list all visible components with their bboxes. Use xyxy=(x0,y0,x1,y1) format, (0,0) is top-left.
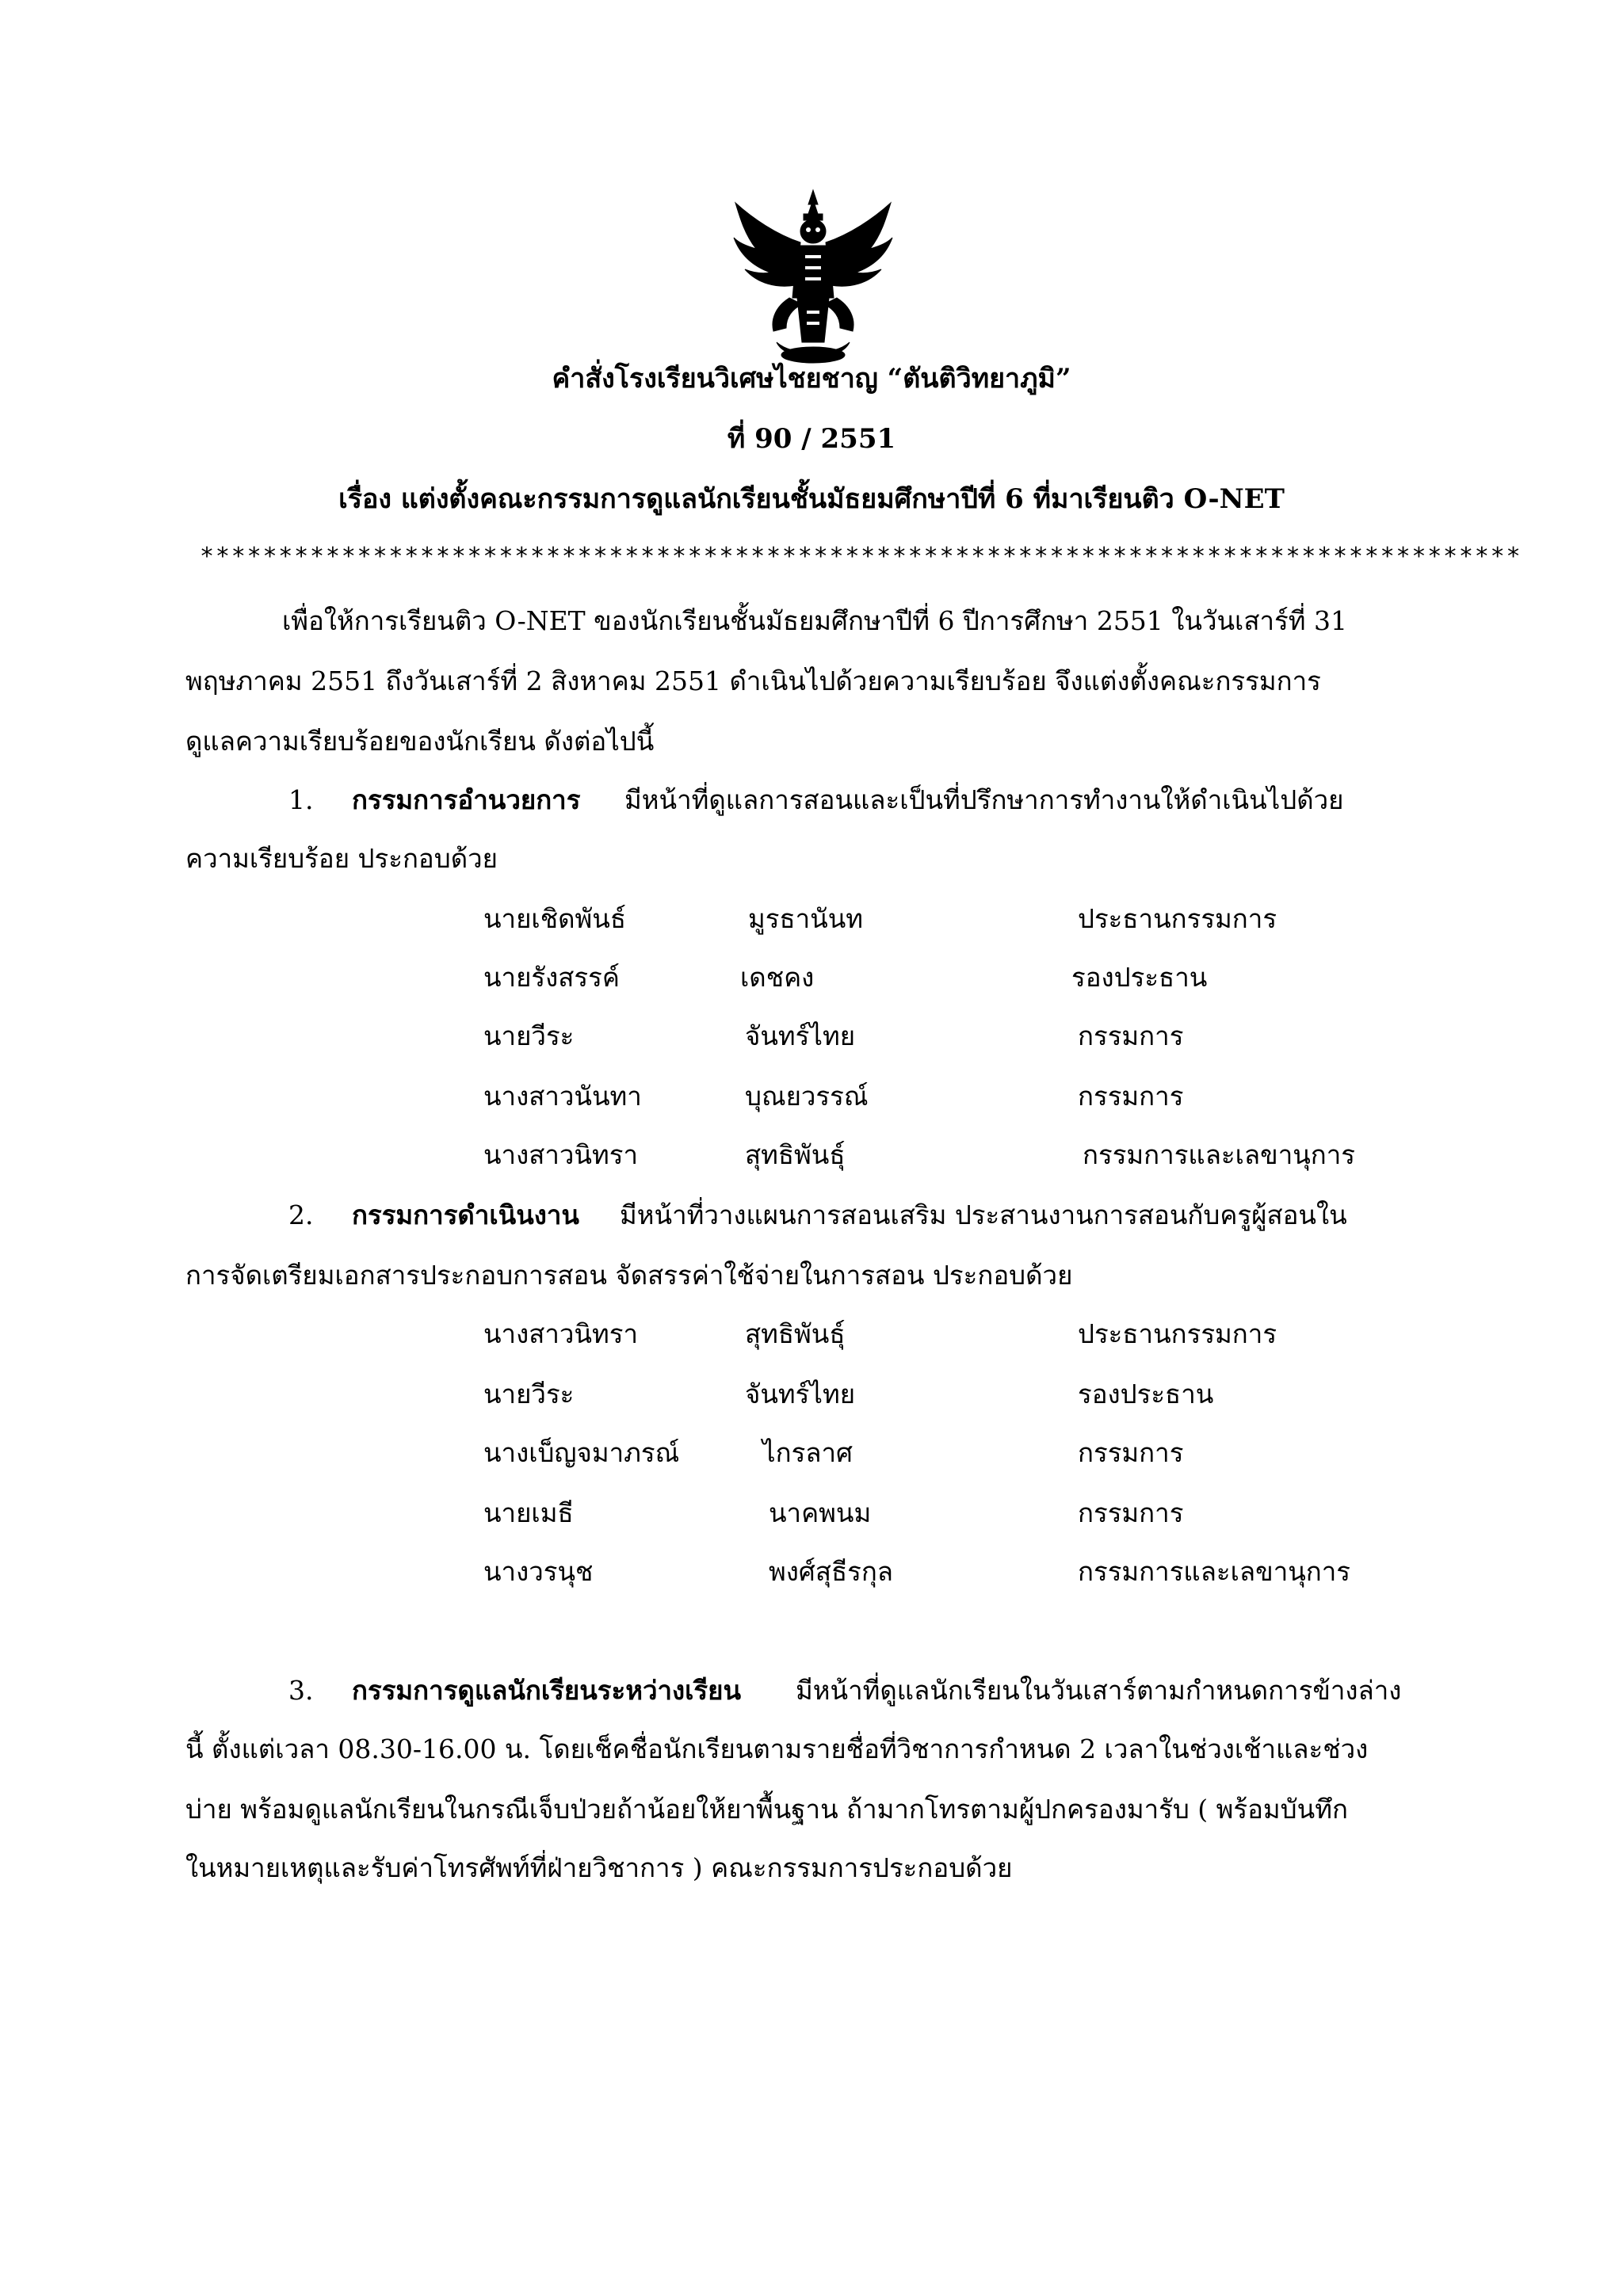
section-1-desc-2: ความเรียบร้อย ประกอบด้วย xyxy=(185,843,498,874)
section-3-number: 3. xyxy=(288,1675,314,1706)
member-first-name: นายเมธี xyxy=(483,1497,574,1528)
order-subject: เรื่อง แต่งตั้งคณะกรรมการดูแลนักเรียนชั้นมัธยมศึกษาปีที่ 6 ที่มาเรียนติว O-NET xyxy=(338,483,1285,515)
member-last-name: สุทธิพันธุ์ xyxy=(745,1139,846,1170)
member-first-name: นายรังสรรค์ xyxy=(483,962,620,993)
section-2-desc: มีหน้าที่วางแผนการสอนเสริม ประสานงานการสอนกับครูผู้สอนใน xyxy=(620,1199,1347,1230)
section-3-line-3: บ่าย พร้อมดูแลนักเรียนในกรณีเจ็บป่วยถ้าน้อยให้ยาพื้นฐาน ถ้ามากโทรตามผู้ปกครองมารับ ( พร้อมบันทึก xyxy=(185,1794,1348,1825)
member-last-name: สุทธิพันธุ์ xyxy=(745,1318,846,1349)
member-role: กรรมการ xyxy=(1078,1020,1184,1051)
member-first-name: นางสาวนิทรา xyxy=(483,1139,638,1170)
member-role: กรรมการ xyxy=(1078,1497,1184,1528)
member-role: ประธานกรรมการ xyxy=(1078,1318,1277,1349)
member-first-name: นางสาวนิทรา xyxy=(483,1318,638,1349)
section-3-line-4: ในหมายเหตุและรับค่าโทรศัพท์ที่ฝ่ายวิชาการ ) คณะกรรมการประกอบด้วย xyxy=(185,1852,1013,1883)
member-first-name: นายวีระ xyxy=(483,1020,575,1051)
member-last-name: มูรธานันท xyxy=(748,903,864,934)
member-first-name: นางเบ็ญจมาภรณ์ xyxy=(483,1437,680,1468)
section-1-desc: มีหน้าที่ดูแลการสอนและเป็นที่ปรึกษาการทำงานให้ดำเนินไปด้วย xyxy=(624,784,1344,815)
member-last-name: พงศ์สุธีรกุล xyxy=(769,1556,894,1587)
member-role: กรรมการ xyxy=(1078,1081,1184,1112)
member-last-name: เดชคง xyxy=(740,962,815,993)
member-last-name: จันทร์ไทย xyxy=(745,1379,856,1409)
section-1-number: 1. xyxy=(288,784,314,815)
member-first-name: นายเชิดพันธ์ xyxy=(483,903,626,934)
intro-line-1: เพื่อให้การเรียนติว O-NET ของนักเรียนชั้นมัธยมศึกษาปีที่ 6 ปีการศึกษา 2551 ในวันเสาร์ที่ 31 xyxy=(282,605,1347,636)
section-3-desc: มีหน้าที่ดูแลนักเรียนในวันเสาร์ตามกำหนดการข้างล่าง xyxy=(796,1675,1402,1706)
section-2-number: 2. xyxy=(288,1199,314,1230)
member-first-name: นายวีระ xyxy=(483,1379,575,1409)
member-last-name: ไกรลาศ xyxy=(762,1437,854,1468)
member-last-name: จันทร์ไทย xyxy=(745,1020,856,1051)
member-role: กรรมการและเลขานุการ xyxy=(1078,1556,1351,1587)
section-3-title: กรรมการดูแลนักเรียนระหว่างเรียน xyxy=(352,1675,742,1706)
section-3-line-2: นี้ ตั้งแต่เวลา 08.30-16.00 น. โดยเช็คชื่อนักเรียนตามรายชื่อที่วิชาการกำหนด 2 เวลาในช่วงเช้าและช่วง xyxy=(185,1733,1369,1764)
garuda-emblem-icon xyxy=(729,187,897,368)
section-2-title: กรรมการดำเนินงาน xyxy=(352,1199,579,1230)
section-2-desc-2: การจัดเตรียมเอกสารประกอบการสอน จัดสรรค่าใช้จ่ายในการสอน ประกอบด้วย xyxy=(185,1260,1073,1291)
member-role: ประธานกรรมการ xyxy=(1078,903,1277,934)
member-role: รองประธาน xyxy=(1071,962,1208,993)
intro-line-2: พฤษภาคม 2551 ถึงวันเสาร์ที่ 2 สิงหาคม 2551 ดำเนินไปด้วยความเรียบร้อย จึงแต่งตั้งคณะกรรมการ xyxy=(185,666,1321,696)
member-role: กรรมการ xyxy=(1078,1437,1184,1468)
member-first-name: นางสาวนันทา xyxy=(483,1081,642,1112)
order-title: คำสั่งโรงเรียนวิเศษไชยชาญ “ตันติวิทยาภูมิ” xyxy=(552,363,1071,395)
member-role: กรรมการและเลขานุการ xyxy=(1083,1139,1356,1170)
member-last-name: บุณยวรรณ์ xyxy=(745,1081,869,1112)
separator: ************************************************************************************ xyxy=(200,543,1522,570)
member-last-name: นาคพนม xyxy=(769,1497,872,1528)
member-first-name: นางวรนุช xyxy=(483,1556,594,1587)
intro-line-3: ดูแลความเรียบร้อยของนักเรียน ดังต่อไปนี้ xyxy=(185,726,655,757)
member-role: รองประธาน xyxy=(1078,1379,1214,1409)
order-number: ที่ 90 / 2551 xyxy=(727,423,896,455)
section-1-title: กรรมการอำนวยการ xyxy=(352,784,581,815)
